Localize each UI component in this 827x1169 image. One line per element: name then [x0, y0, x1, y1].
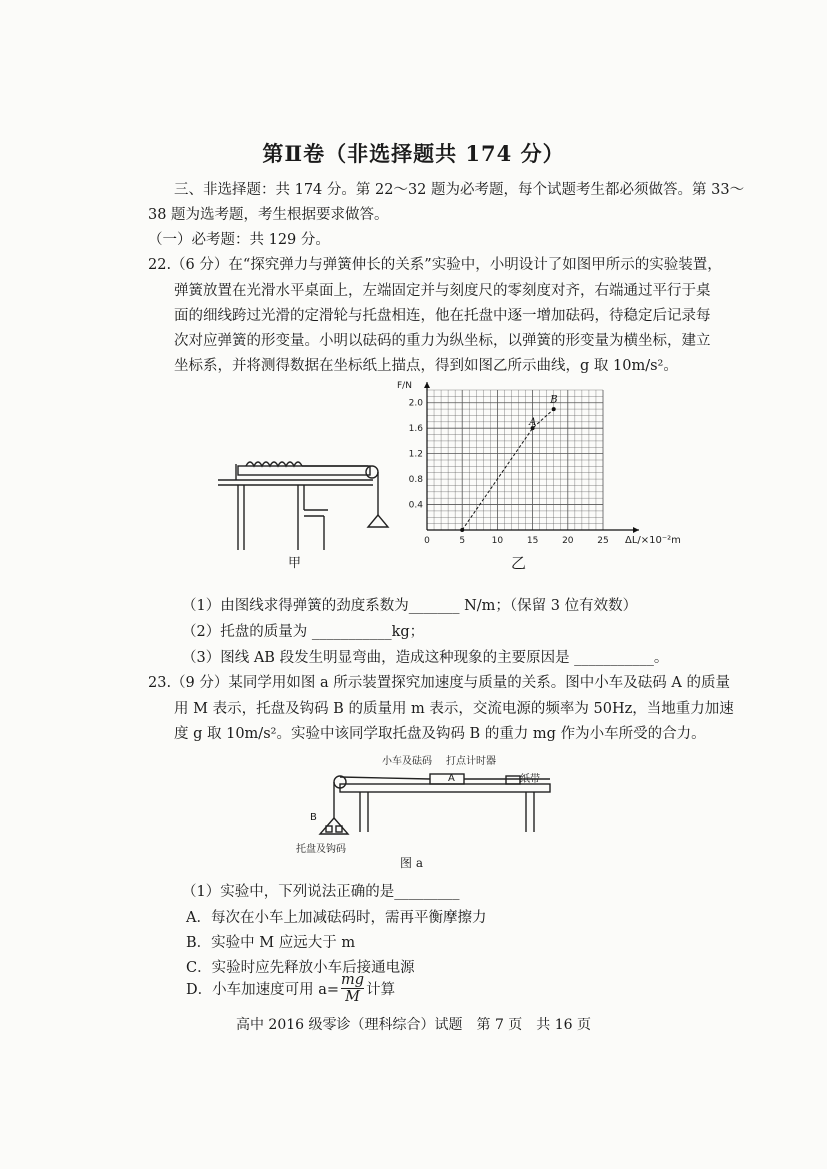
q22-line-2: 弹簧放置在光滑水平桌面上，左端固定并与刻度尺的零刻度对齐，右端通过平行于桌 — [174, 283, 711, 299]
pulley — [366, 466, 378, 478]
point-label: B — [550, 394, 558, 406]
q23-sub-1: （1）实验中，下列说法正确的是_________ — [182, 884, 460, 900]
page-footer: 高中 2016 级零诊（理科综合）试题 第 7 页 共 16 页 — [235, 1017, 592, 1033]
y-axis-arrow — [424, 382, 430, 388]
figure-a-caption: 图 a — [400, 856, 423, 870]
option-b: B．实验中 M 应远大于 m — [186, 935, 356, 951]
track — [340, 784, 550, 792]
figure-yi-label: 乙 — [511, 554, 527, 572]
option-c: C．实验时应先释放小车后接通电源 — [186, 960, 415, 976]
option-a: A．每次在小车上加减砝码时，需再平衡摩擦力 — [186, 910, 487, 926]
thread — [340, 777, 430, 779]
x-tick-label: 5 — [459, 536, 466, 546]
fraction-numerator: mg — [341, 972, 365, 988]
q22-line-3: 面的细线跨过光滑的定滑轮与托盘相连，他在托盘中逐一增加砝码，待稳定后记录每 — [174, 308, 711, 324]
q22-sub-3: （3）图线 AB 段发生明显弯曲，造成这种现象的主要原因是 ___________。 — [182, 650, 669, 666]
ruler — [238, 466, 370, 475]
figure-jia-label: 甲 — [288, 556, 302, 571]
q23-line-1: 23.（9 分）某同学用如图 a 所示装置探究加速度与质量的关系。图中小车及砝码 A 的质量 — [148, 675, 730, 691]
option-d-prefix: D．小车加速度可用 a= — [186, 982, 340, 998]
tape-label: 纸带 — [520, 774, 540, 785]
q22-line-4: 次对应弹簧的形变量。小明以砝码的重力为纵坐标，以弹簧的形变量为横坐标，建立 — [174, 333, 711, 349]
tray-label: 托盘及钩码 — [296, 844, 346, 855]
x-tick-label: 25 — [597, 536, 609, 546]
x-tick-label: 0 — [424, 536, 430, 546]
series-line — [462, 409, 554, 530]
b-mark: B — [310, 812, 317, 823]
y-axis-label: F/N — [397, 381, 412, 391]
y-tick-label: 0.4 — [408, 500, 423, 511]
data-point — [552, 407, 556, 411]
y-tick-label: 2.0 — [408, 398, 423, 409]
required-heading: （一）必考题：共 129 分。 — [148, 232, 330, 248]
intro-line-1: 三、非选择题：共 174 分。第 22～32 题为必考题，每个试题考生都必须做答。第 33～ — [174, 182, 745, 198]
intro-line-2: 38 题为选考题，考生根据要求做答。 — [148, 207, 389, 223]
y-tick-label: 1.6 — [408, 424, 423, 435]
x-tick-label: 10 — [491, 536, 504, 546]
q23-line-2: 用 M 表示，托盘及钩码 B 的质量用 m 表示，交流电源的频率为 50Hz，当地重力加速 — [174, 701, 734, 717]
tray — [368, 515, 388, 527]
timer — [506, 776, 520, 784]
x-axis-arrow — [633, 527, 639, 533]
data-point — [460, 528, 464, 532]
y-tick-label: 0.8 — [408, 475, 423, 486]
tray — [320, 818, 348, 834]
q23-line-3: 度 g 取 10m/s²。实验中该同学取托盘及钩码 B 的重力 mg 作为小车所受的合力。 — [174, 726, 706, 742]
spring-apparatus-figure — [218, 450, 393, 550]
section-title: 第Ⅱ卷（非选择题共 174 分） — [262, 141, 565, 166]
acceleration-fraction — [341, 972, 364, 1005]
q22-sub-2: （2）托盘的质量为 ___________kg； — [182, 624, 425, 640]
q22-sub-1: （1）由图线求得弹簧的劲度系数为_______ N/m；（保留 3 位有效数） — [182, 598, 638, 614]
force-extension-chart — [395, 378, 685, 558]
option-d-suffix: 计算 — [366, 982, 396, 998]
fraction-denominator: M — [345, 989, 360, 1005]
a-mark: A — [448, 773, 455, 784]
cart-apparatus-figure — [300, 764, 560, 844]
option-d — [186, 972, 395, 1005]
cart-label: 小车及砝码 — [382, 756, 432, 767]
x-tick-label: 20 — [562, 536, 574, 546]
q22-line-5: 坐标系，并将测得数据在坐标纸上描点，得到如图乙所示曲线，g 取 10m/s²。 — [174, 358, 678, 374]
y-tick-label: 1.2 — [408, 449, 423, 460]
q22-line-1: 22.（6 分）在“探究弹力与弹簧伸长的关系”实验中，小明设计了如图甲所示的实验装置， — [148, 257, 722, 273]
timer-label: 打点计时器 — [446, 756, 496, 767]
point-label: A — [529, 417, 537, 428]
x-axis-label: ΔL/×10⁻²m — [625, 535, 681, 546]
x-tick-label: 15 — [526, 536, 539, 546]
cart — [430, 774, 464, 784]
